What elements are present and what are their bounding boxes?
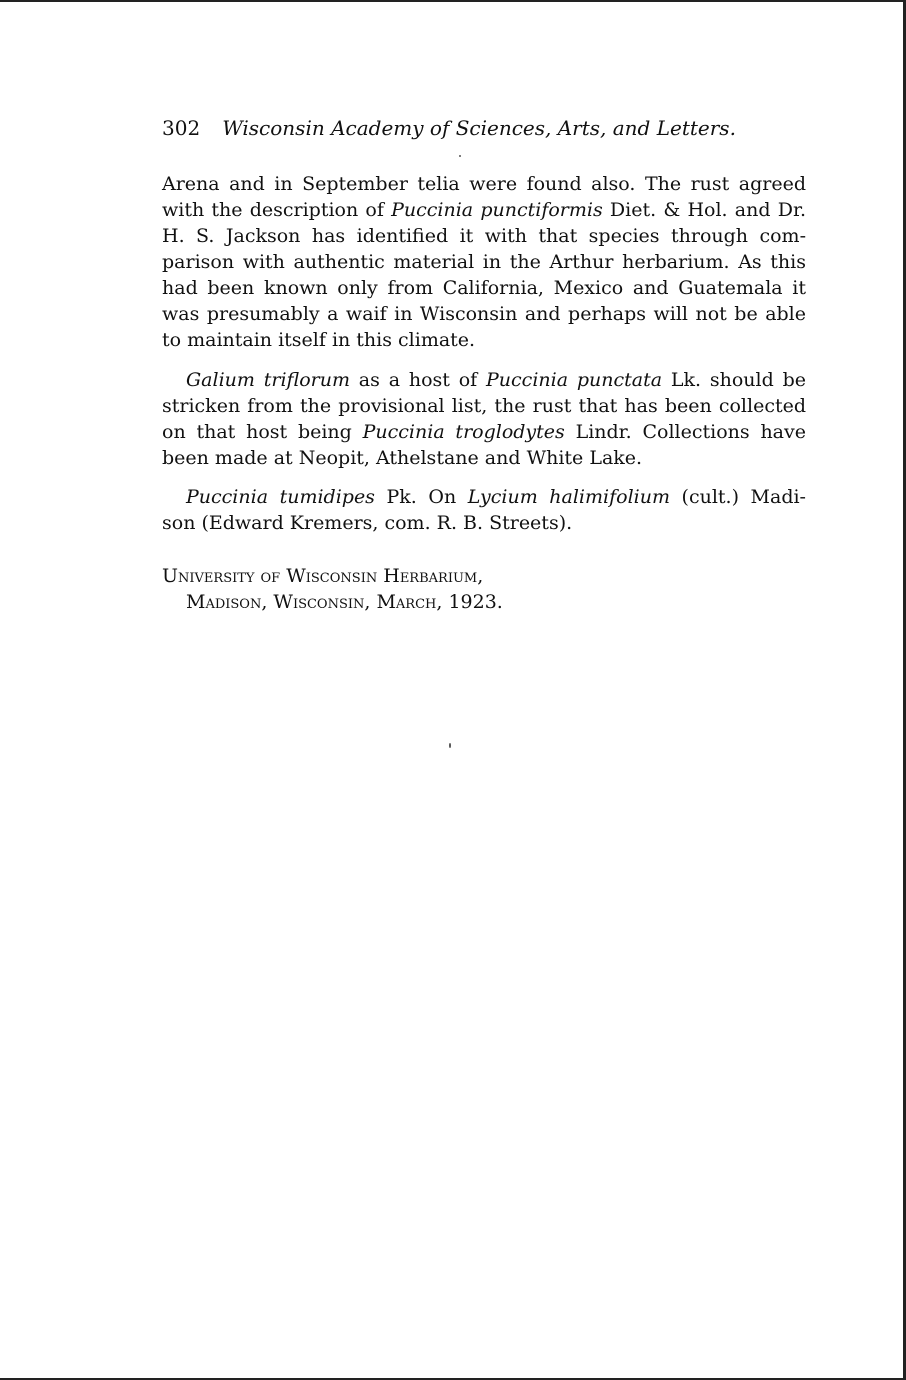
text-line: stricken from the provisional list, the rust that has been collected — [162, 395, 806, 417]
species-name: Puccinia tumidipes — [186, 486, 375, 508]
running-header — [162, 114, 812, 142]
text-line: H. S. Jackson has identified it with that species through com- — [162, 225, 806, 247]
species-name: Lycium halimifolium — [467, 486, 670, 508]
text-run: as a host of — [349, 369, 487, 391]
text-line — [162, 367, 806, 393]
text-run: Lk. should be — [662, 369, 806, 391]
signature-institution: University of Wisconsin Herbarium, — [162, 565, 484, 587]
text-line: Arena and in September telia were found also. The rust agreed — [162, 173, 806, 195]
signature-block — [162, 563, 503, 615]
text-run: on that host being — [162, 421, 363, 443]
scan-speck — [459, 155, 461, 157]
paragraph-puccinia-tumidipes — [162, 484, 806, 536]
text-line: parison with authentic material in the Arthur herbarium. As this — [162, 251, 806, 273]
running-title: Wisconsin Academy of Sciences, Arts, and Letters. — [222, 116, 736, 140]
species-name: Puccinia punctata — [486, 369, 663, 391]
species-name: Puccinia troglodytes — [362, 421, 565, 443]
text-line: been made at Neopit, Athelstane and White Lake. — [162, 447, 643, 469]
text-line — [162, 484, 806, 510]
signature-place-date: Madison, Wisconsin, March, 1923. — [186, 591, 503, 613]
text-run: Pk. On — [374, 486, 468, 508]
text-line: had been known only from California, Mexico and Guatemala it — [162, 277, 806, 299]
text-run: (cult.) Madi- — [669, 486, 806, 508]
text-line: son (Edward Kremers, com. R. B. Streets). — [162, 512, 573, 534]
paragraph-galium-host — [162, 367, 806, 471]
text-run: with the description of — [162, 199, 392, 221]
text-run: Lindr. Collections have — [564, 421, 806, 443]
text-line — [162, 419, 806, 445]
species-name: Galium triflorum — [186, 369, 350, 391]
text-line: to maintain itself in this climate. — [162, 329, 476, 351]
text-line — [162, 197, 806, 223]
page-number: 302 — [162, 116, 201, 140]
scan-speck — [449, 743, 451, 748]
paragraph-rust-description — [162, 171, 806, 353]
species-name: Puccinia punctiformis — [391, 199, 603, 221]
text-line: was presumably a waif in Wisconsin and perhaps will not be able — [162, 303, 806, 325]
text-run: Diet. & Hol. and Dr. — [602, 199, 806, 221]
